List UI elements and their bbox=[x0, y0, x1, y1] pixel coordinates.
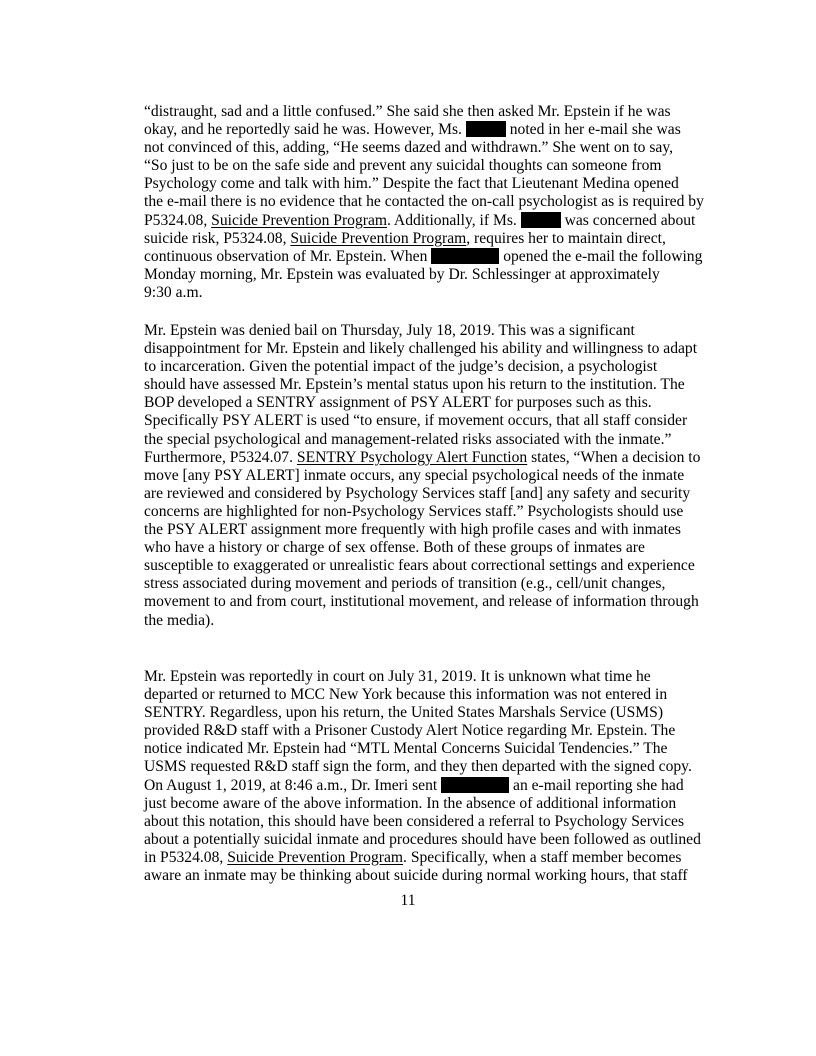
text-segment: the PSY ALERT assignment more frequently with high profile cases and with inmates bbox=[144, 521, 681, 539]
text-line bbox=[144, 575, 720, 593]
text-line bbox=[144, 612, 720, 630]
policy-title: Suicide Prevention Program bbox=[211, 211, 387, 229]
text-segment: Specifically PSY ALERT is used “to ensure, if movement occurs, that all staff consider bbox=[144, 412, 688, 430]
text-line bbox=[144, 593, 720, 611]
text-line bbox=[144, 485, 720, 503]
text-segment: are reviewed and considered by Psychology Services staff [and] any safety and security bbox=[144, 484, 691, 502]
text-segment: USMS requested R&D staff sign the form, and they then departed with the signed copy. bbox=[144, 758, 692, 776]
text-segment: stress associated during movement and periods of transition (e.g., cell/unit changes, bbox=[144, 575, 666, 593]
policy-title: Suicide Prevention Program bbox=[290, 229, 467, 247]
text-segment: Furthermore, P5324.07. bbox=[144, 448, 297, 466]
text-segment: aware an inmate may be thinking about suicide during normal working hours, that staff bbox=[144, 867, 688, 885]
text-line bbox=[144, 358, 720, 376]
paragraph-1 bbox=[144, 103, 720, 302]
text-line bbox=[144, 795, 720, 813]
text-segment: the media). bbox=[144, 611, 215, 629]
text-segment: movement to and from court, institutional movement, and release of information through bbox=[144, 593, 699, 611]
text-segment: provided R&D staff with a Prisoner Custody Alert Notice regarding Mr. Epstein. The bbox=[144, 722, 676, 740]
text-line bbox=[144, 813, 720, 831]
text-line bbox=[144, 193, 720, 211]
text-segment: BOP developed a SENTRY assignment of PSY ALERT for purposes such as this. bbox=[144, 394, 652, 412]
redaction-box bbox=[466, 121, 506, 137]
text-line bbox=[144, 322, 720, 340]
text-segment: disappointment for Mr. Epstein and likely challenged his ability and willingness to adapt bbox=[144, 340, 698, 358]
text-line bbox=[144, 467, 720, 485]
text-segment: should have assessed Mr. Epstein’s mental status upon his return to the institution. The bbox=[144, 376, 685, 394]
text-segment: susceptible to exaggerated or unrealistic fears about correctional settings and experience bbox=[144, 557, 695, 575]
text-segment: about this notation, this should have been considered a referral to Psychology Services bbox=[144, 812, 685, 830]
text-line bbox=[144, 521, 720, 539]
text-segment: notice indicated Mr. Epstein had “MTL Mental Concerns Suicidal Tendencies.” The bbox=[144, 740, 668, 758]
paragraph-2 bbox=[144, 322, 720, 630]
text-line bbox=[144, 668, 720, 686]
text-line bbox=[144, 212, 720, 230]
text-segment: was concerned about bbox=[560, 211, 696, 229]
text-line bbox=[144, 431, 720, 449]
text-line bbox=[144, 722, 720, 740]
text-segment: opened the e-mail the following bbox=[499, 247, 703, 265]
text-line bbox=[144, 266, 720, 284]
text-line bbox=[144, 503, 720, 521]
text-segment: continuous observation of Mr. Epstein. When bbox=[144, 247, 432, 265]
text-segment: Mr. Epstein was reportedly in court on July 31, 2019. It is unknown what time he bbox=[144, 668, 651, 685]
text-segment: suicide risk, P5324.08, bbox=[144, 229, 291, 247]
text-segment: in P5324.08, bbox=[144, 848, 228, 866]
text-line bbox=[144, 376, 720, 394]
text-segment: who have a history or charge of sex offense. Both of these groups of inmates are bbox=[144, 539, 645, 557]
text-line bbox=[144, 394, 720, 412]
text-segment: concerns are highlighted for non-Psychology Services staff.” Psychologists should use bbox=[144, 502, 684, 520]
text-segment: “distraught, sad and a little confused.” She said she then asked Mr. Epstein if he was bbox=[144, 103, 671, 120]
text-segment: just become aware of the above information. In the absence of additional information bbox=[144, 794, 677, 812]
text-segment: departed or returned to MCC New York because this information was not entered in bbox=[144, 686, 668, 704]
redaction-box bbox=[441, 777, 509, 793]
text-segment: , requires her to maintain direct, bbox=[466, 229, 666, 247]
text-segment: the e-mail there is no evidence that he contacted the on-call psychologist as is required by bbox=[144, 193, 704, 211]
text-segment: Monday morning, Mr. Epstein was evaluated by Dr. Schlessinger at approximately bbox=[144, 265, 660, 283]
text-line bbox=[144, 867, 720, 885]
text-segment: . Additionally, if Ms. bbox=[387, 211, 521, 229]
text-segment: noted in her e-mail she was bbox=[505, 121, 681, 139]
text-line bbox=[144, 704, 720, 722]
text-line bbox=[144, 248, 720, 266]
text-segment: okay, and he reportedly said he was. However, Ms. bbox=[144, 121, 466, 139]
text-line bbox=[144, 449, 720, 467]
text-line bbox=[144, 686, 720, 704]
policy-title: SENTRY Psychology Alert Function bbox=[296, 448, 528, 466]
text-segment: 9:30 a.m. bbox=[144, 283, 203, 301]
text-segment: not convinced of this, adding, “He seems dazed and withdrawn.” She went on to say, bbox=[144, 139, 674, 157]
redaction-box bbox=[431, 248, 499, 264]
text-line bbox=[144, 121, 720, 139]
text-line bbox=[144, 284, 720, 302]
text-segment: . Specifically, when a staff member becomes bbox=[403, 848, 682, 866]
text-segment: to incarceration. Given the potential impact of the judge’s decision, a psychologist bbox=[144, 358, 658, 376]
text-line bbox=[144, 412, 720, 430]
text-segment: about a potentially suicidal inmate and procedures should have been followed as outlined bbox=[144, 830, 701, 848]
text-line bbox=[144, 758, 720, 776]
text-segment: Psychology come and talk with him.” Despite the fact that Lieutenant Medina opened bbox=[144, 175, 679, 193]
policy-title: Suicide Prevention Program bbox=[227, 848, 404, 866]
text-line bbox=[144, 157, 720, 175]
text-segment: the special psychological and management-related risks associated with the inmate.” bbox=[144, 430, 672, 448]
redaction-box bbox=[521, 212, 561, 228]
text-segment: P5324.08, bbox=[144, 211, 212, 229]
text-line bbox=[144, 230, 720, 248]
text-segment: “So just to be on the safe side and prevent any suicidal thoughts can someone from bbox=[144, 157, 662, 175]
page-number: 11 bbox=[400, 892, 416, 909]
text-line bbox=[144, 340, 720, 358]
text-line bbox=[144, 777, 720, 795]
text-line bbox=[144, 831, 720, 849]
text-line bbox=[144, 175, 720, 193]
text-segment: Mr. Epstein was denied bail on Thursday, July 18, 2019. This was a significant bbox=[144, 322, 635, 339]
text-segment: On August 1, 2019, at 8:46 a.m., Dr. Imeri sent bbox=[144, 776, 442, 794]
paragraph-3 bbox=[144, 668, 720, 885]
text-line bbox=[144, 740, 720, 758]
text-line bbox=[144, 557, 720, 575]
text-segment: states, “When a decision to bbox=[527, 448, 701, 466]
text-line bbox=[144, 539, 720, 557]
text-segment: move [any PSY ALERT] inmate occurs, any special psychological needs of the inmate bbox=[144, 466, 685, 484]
text-segment: SENTRY. Regardless, upon his return, the United States Marshals Service (USMS) bbox=[144, 704, 664, 722]
text-segment: an e-mail reporting she had bbox=[509, 776, 684, 794]
text-line bbox=[144, 849, 720, 867]
text-line bbox=[144, 103, 720, 121]
text-line bbox=[144, 139, 720, 157]
